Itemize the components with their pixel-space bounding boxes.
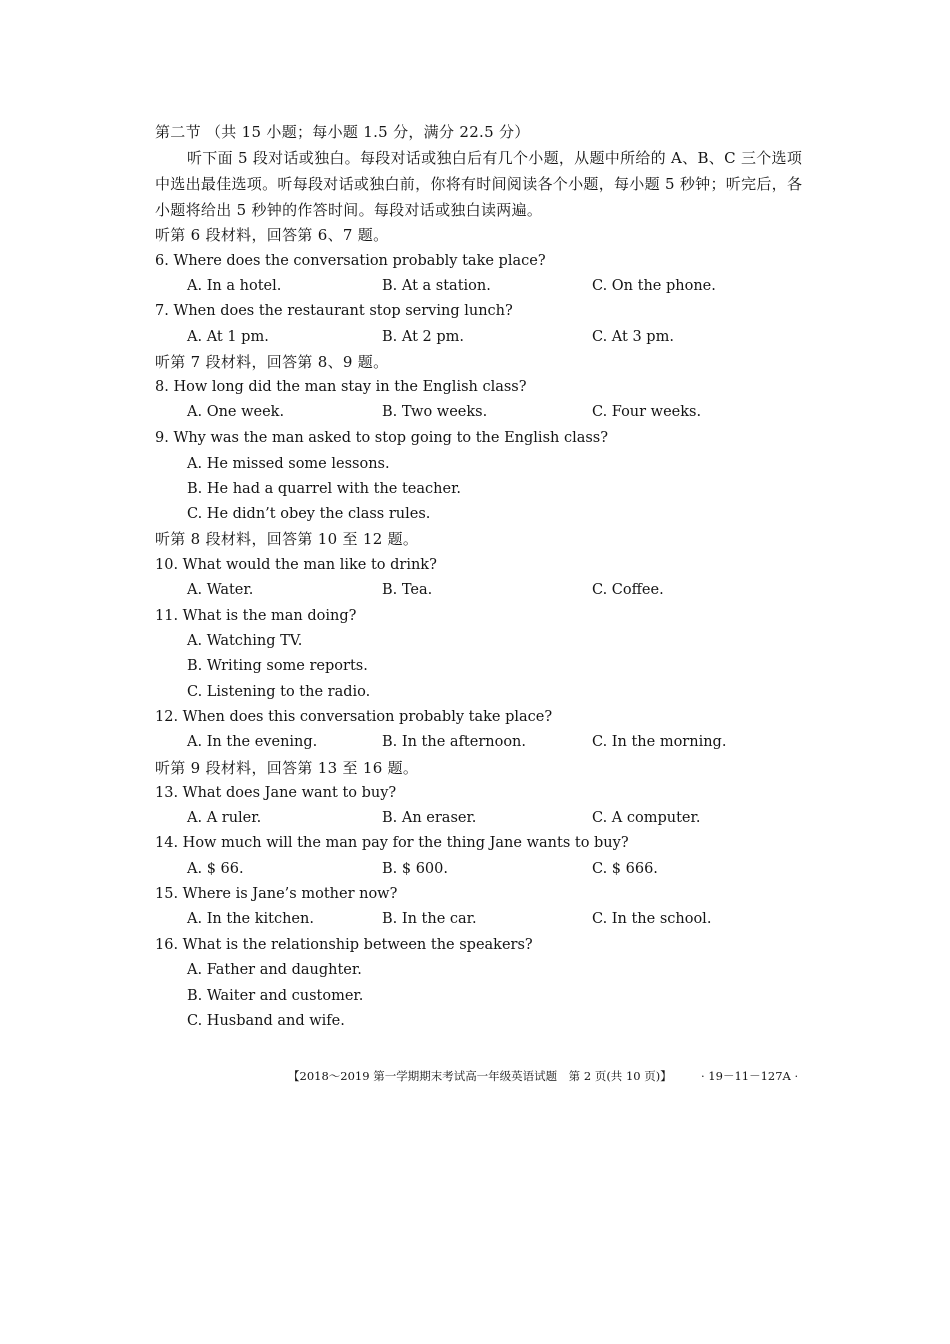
option-a: A. Father and daughter. — [187, 962, 362, 978]
question-stem: 13. What does Jane want to buy? — [155, 785, 397, 801]
option-a: A. He missed some lessons. — [187, 456, 390, 472]
option-b: B. At 2 pm. — [382, 329, 465, 345]
option-c: C. Listening to the radio. — [187, 684, 371, 700]
option-c: C. A computer. — [592, 810, 701, 826]
page-footer-title: 【2018～2019 第一学期期末考试高一年级英语试题 第 2 页(共 10 页)】 — [288, 1069, 672, 1083]
option-b: B. Writing some reports. — [187, 658, 368, 674]
instruction-line: 中选出最佳选项。听每段对话或独白前，你将有时间阅读各个小题，每小题 5 秒钟；听完后，各 — [155, 175, 803, 193]
group-label: 听第 6 段材料，回答第 6、7 题。 — [155, 226, 389, 244]
option-c: C. In the morning. — [592, 734, 727, 750]
question-stem: 14. How much will the man pay for the thing Jane wants to buy? — [155, 835, 629, 851]
question-stem: 16. What is the relationship between the speakers? — [155, 937, 533, 953]
instruction-line: 小题将给出 5 秒钟的作答时间。每段对话或独白读两遍。 — [155, 201, 543, 219]
option-c: C. In the school. — [592, 911, 712, 927]
page-footer-code: · 19－11－127A · — [701, 1069, 799, 1083]
option-b: B. At a station. — [382, 278, 491, 294]
option-a: A. One week. — [187, 404, 285, 420]
question-stem: 12. When does this conversation probably take place? — [155, 709, 553, 725]
group-label: 听第 9 段材料，回答第 13 至 16 题。 — [155, 759, 419, 777]
option-b: B. He had a quarrel with the teacher. — [187, 481, 462, 497]
option-b: B. Waiter and customer. — [187, 988, 364, 1004]
group-label: 听第 8 段材料，回答第 10 至 12 题。 — [155, 530, 419, 548]
option-a: A. In the kitchen. — [187, 911, 314, 927]
option-a: A. In a hotel. — [187, 278, 282, 294]
option-a: A. A ruler. — [187, 810, 262, 826]
option-b: B. In the car. — [382, 911, 477, 927]
option-a: A. Water. — [187, 582, 254, 598]
option-c: C. Four weeks. — [592, 404, 702, 420]
option-c: C. $ 666. — [592, 861, 658, 877]
question-stem: 11. What is the man doing? — [155, 608, 357, 624]
instruction-line: 听下面 5 段对话或独白。每段对话或独白后有几个小题，从题中所给的 A、B、C 三个选项 — [187, 149, 803, 167]
option-a: A. Watching TV. — [187, 633, 303, 649]
question-stem: 6. Where does the conversation probably take place? — [155, 253, 546, 269]
option-b: B. An eraser. — [382, 810, 477, 826]
question-stem: 9. Why was the man asked to stop going to the English class? — [155, 430, 609, 446]
option-c: C. Husband and wife. — [187, 1013, 345, 1029]
option-b: B. Two weeks. — [382, 404, 488, 420]
group-label: 听第 7 段材料，回答第 8、9 题。 — [155, 353, 389, 371]
section-heading: 第二节 （共 15 小题；每小题 1.5 分，满分 22.5 分） — [155, 123, 530, 141]
option-b: B. $ 600. — [382, 861, 448, 877]
option-b: B. Tea. — [382, 582, 433, 598]
option-a: A. At 1 pm. — [187, 329, 269, 345]
question-stem: 8. How long did the man stay in the English class? — [155, 379, 527, 395]
option-b: B. In the afternoon. — [382, 734, 527, 750]
question-stem: 15. Where is Jane’s mother now? — [155, 886, 398, 902]
option-a: A. $ 66. — [187, 861, 244, 877]
option-a: A. In the evening. — [187, 734, 318, 750]
option-c: C. He didn’t obey the class rules. — [187, 506, 431, 522]
option-c: C. At 3 pm. — [592, 329, 674, 345]
option-c: C. Coffee. — [592, 582, 664, 598]
question-stem: 7. When does the restaurant stop serving lunch? — [155, 303, 513, 319]
option-c: C. On the phone. — [592, 278, 716, 294]
question-stem: 10. What would the man like to drink? — [155, 557, 437, 573]
